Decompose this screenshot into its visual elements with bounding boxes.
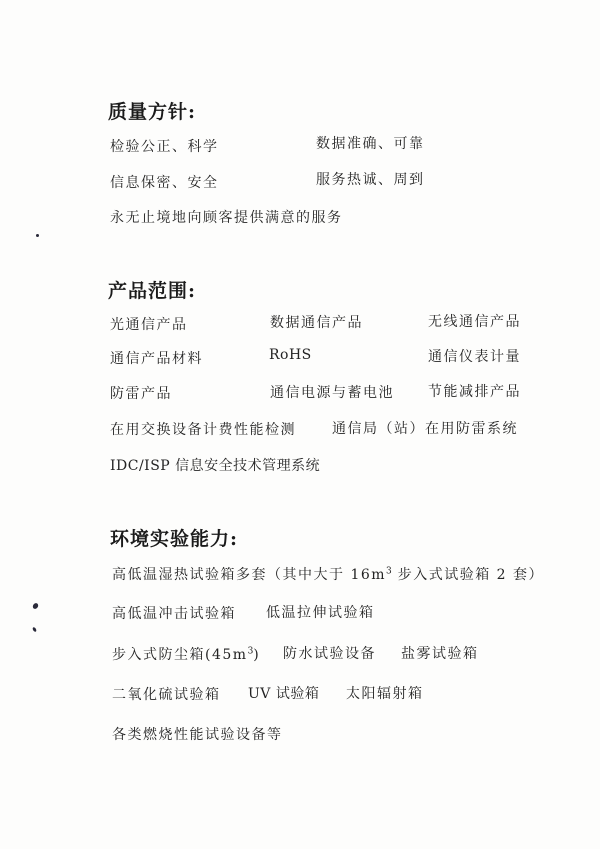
scan-speck bbox=[32, 602, 40, 610]
product-scope-heading: 产品范围: bbox=[108, 280, 197, 302]
quality-policy-heading: 质量方针: bbox=[108, 101, 197, 123]
product-item: RoHS bbox=[269, 347, 312, 363]
product-item: 通信仪表计量 bbox=[428, 349, 521, 365]
capability-text: 步入式试验箱 2 套） bbox=[391, 567, 545, 583]
product-item: 通信电源与蓄电池 bbox=[270, 385, 394, 401]
product-item: 光通信产品 bbox=[110, 317, 188, 333]
product-item: 无线通信产品 bbox=[428, 314, 521, 330]
product-item: 在用交换设备计费性能检测 bbox=[110, 422, 296, 438]
capability-item: 低温拉伸试验箱 bbox=[266, 605, 375, 621]
scan-speck bbox=[32, 627, 37, 633]
capability-line: 各类燃烧性能试验设备等 bbox=[112, 727, 283, 743]
capability-item: 高低温冲击试验箱 bbox=[112, 606, 236, 622]
policy-item: 信息保密、安全 bbox=[110, 175, 219, 191]
policy-item: 数据准确、可靠 bbox=[316, 136, 425, 152]
policy-item: 检验公正、科学 bbox=[110, 139, 219, 155]
capability-text: 高低温湿热试验箱多套（其中大于 16m bbox=[112, 567, 387, 583]
product-item: 数据通信产品 bbox=[270, 315, 363, 331]
capability-item: 二氧化硫试验箱 bbox=[112, 687, 221, 703]
test-capability-heading: 环境实验能力: bbox=[110, 528, 239, 550]
product-item: 节能减排产品 bbox=[428, 384, 521, 400]
policy-item: 服务热诚、周到 bbox=[316, 172, 425, 188]
capability-item: UV 试验箱 bbox=[248, 686, 320, 702]
product-item: 通信局（站）在用防雷系统 bbox=[332, 421, 518, 437]
policy-line: 永无止境地向顾客提供满意的服务 bbox=[110, 210, 343, 226]
capability-text: 步入式防尘箱(45m bbox=[112, 647, 248, 663]
capability-item: 防水试验设备 bbox=[283, 646, 376, 662]
product-item: 防雷产品 bbox=[110, 386, 172, 402]
superscript: 3 bbox=[247, 646, 254, 657]
capability-item: 盐雾试验箱 bbox=[401, 646, 479, 662]
superscript: 3 bbox=[386, 566, 392, 577]
scan-speck bbox=[36, 234, 39, 237]
product-item: 通信产品材料 bbox=[110, 351, 203, 367]
capability-line bbox=[112, 644, 260, 664]
capability-line bbox=[112, 564, 544, 584]
product-item: IDC/ISP 信息安全技术管理系统 bbox=[110, 458, 321, 474]
capability-text: ) bbox=[253, 647, 261, 663]
capability-item: 太阳辐射箱 bbox=[346, 686, 424, 702]
